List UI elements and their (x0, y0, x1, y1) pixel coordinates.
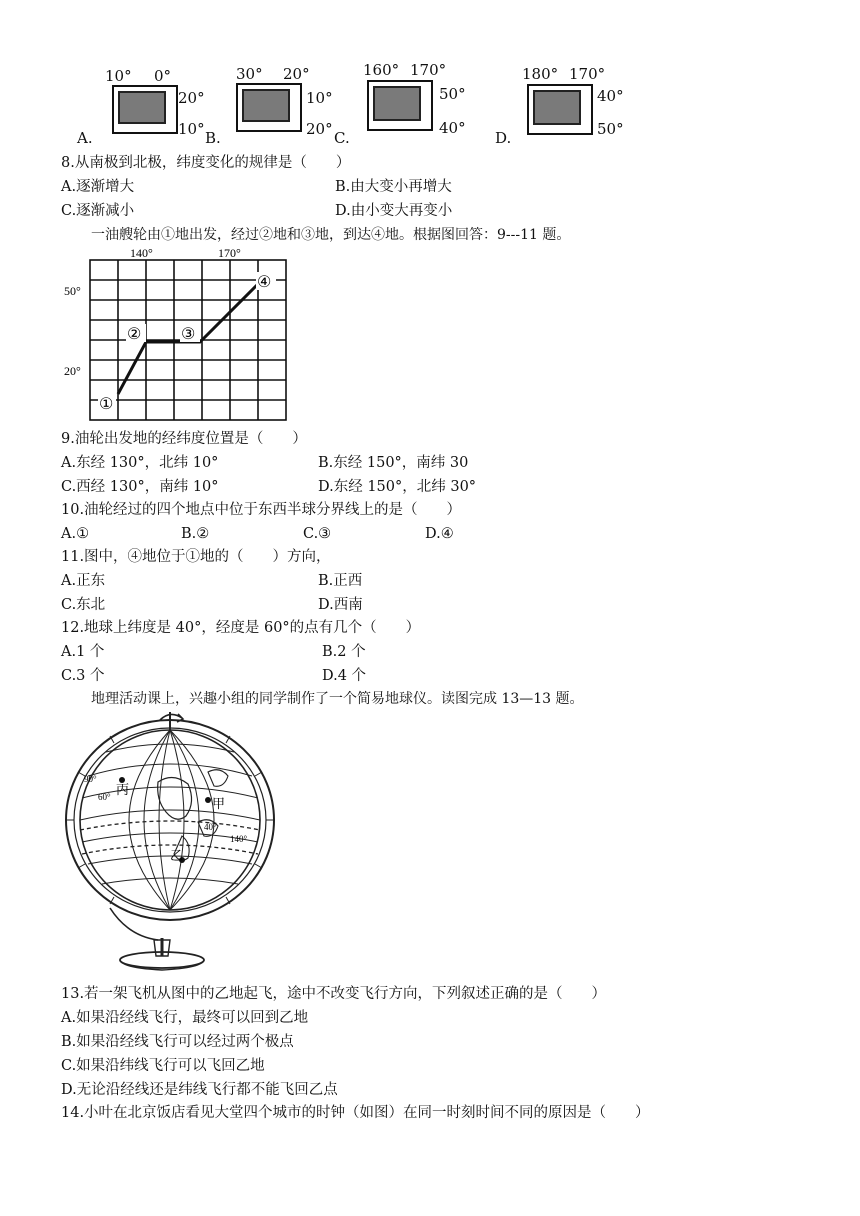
globe-meridian-ring (66, 720, 274, 920)
option-d-shaded-box (533, 90, 581, 125)
svg-text:②: ② (127, 326, 142, 343)
option-a-letter: A. (77, 129, 93, 147)
label-jia: 甲 (212, 796, 226, 811)
lon-label-140: 140° (130, 246, 153, 260)
q9-stem: 9.油轮出发地的经纬度位置是（ ） (61, 431, 307, 447)
svg-text:④: ④ (257, 274, 272, 291)
label-bing: 丙 (116, 782, 130, 797)
option-b-right-top-label: 10° (306, 89, 333, 107)
route-point-4 (256, 272, 276, 291)
option-b-shaded-box (242, 89, 290, 122)
q10-option-b: B.② (181, 526, 210, 542)
route-point-1 (98, 394, 116, 413)
option-a-shaded-box (118, 91, 166, 124)
marker-jia (205, 797, 211, 803)
option-b-top-left-label: 30° (236, 65, 263, 83)
option-c-top-right-label: 170° (410, 61, 447, 79)
option-d-right-bottom-label: 50° (597, 120, 624, 138)
lat-label-50: 50° (64, 284, 81, 298)
q12-option-a: A.1 个 (61, 644, 105, 660)
q8-option-c: C.逐渐减小 (61, 203, 135, 219)
q9-option-d: D.东经 150°，北纬 30° (318, 479, 477, 495)
svg-text:③: ③ (181, 326, 196, 343)
q11-stem: 11.图中，④地位于①地的（ ）方向， (61, 549, 331, 565)
route-point-3 (180, 324, 200, 343)
lat-label-20: 20° (64, 364, 81, 378)
lon-label-170: 170° (218, 246, 241, 260)
q9-option-b: B.东经 150°，南纬 30 (318, 455, 469, 471)
q13-option-b: B.如果沿经线飞行可以经过两个极点 (61, 1034, 294, 1050)
q11-option-b: B.正西 (318, 573, 363, 589)
option-d-letter: D. (495, 129, 512, 147)
q10-option-a: A.① (61, 526, 90, 542)
option-c-letter: C. (334, 129, 350, 147)
route-map (60, 246, 300, 426)
q13-option-c: C.如果沿纬线飞行可以飞回乙地 (61, 1058, 265, 1074)
intro-13: 地理活动课上，兴趣小组的同学制作了一个简易地球仪。读图完成 13—13 题。 (91, 691, 584, 707)
label-yi: 乙 (170, 848, 184, 863)
globe-continent-asia (158, 777, 192, 819)
q9-option-a: A.东经 130°，北纬 10° (61, 455, 219, 471)
q8-option-b: B.由大变小再增大 (335, 179, 452, 195)
globe-tropic-dashed (80, 821, 260, 830)
q11-option-a: A.正东 (61, 573, 106, 589)
svg-text:①: ① (99, 396, 114, 413)
intro-9-11: 一油艘轮由①地出发，经过②地和③地，到达④地。根据图回答：9---11 题。 (91, 227, 571, 243)
q10-stem: 10.油轮经过的四个地点中位于东西半球分界线上的是（ ） (61, 502, 462, 518)
option-a-right-bottom-label: 10° (178, 120, 205, 138)
degree-label-40: 40° (204, 822, 217, 832)
option-c-right-bottom-label: 40° (439, 119, 466, 137)
q14-stem: 14.小叶在北京饭店看见大堂四个城市的时钟（如图）在同一时刻时间不同的原因是（ ） (61, 1105, 650, 1121)
q10-option-d: D.④ (425, 526, 454, 542)
globe-svg (58, 712, 288, 974)
q11-option-d: D.西南 (318, 597, 363, 613)
route-map-svg (60, 246, 300, 426)
option-b-right-bottom-label: 20° (306, 120, 333, 138)
q8-option-d: D.由小变大再变小 (335, 203, 453, 219)
q12-stem: 12.地球上纬度是 40°，经度是 60°的点有几个（ ） (61, 620, 421, 636)
option-d-top-left-label: 180° (522, 65, 559, 83)
globe-latitudes (80, 744, 260, 884)
q8-stem: 8.从南极到北极，纬度变化的规律是（ ） (61, 155, 351, 171)
q12-option-d: D.4 个 (322, 668, 367, 684)
q11-option-c: C.东北 (61, 597, 106, 613)
degree-label-60: 60° (98, 792, 111, 802)
option-a-right-top-label: 20° (178, 89, 205, 107)
q8-option-a: A.逐渐增大 (61, 179, 135, 195)
globe-ring-ticks (66, 736, 274, 904)
option-d-top-right-label: 170° (569, 65, 606, 83)
globe-figure (58, 712, 288, 974)
option-a-top-left-label: 10° (105, 67, 132, 85)
option-d-right-top-label: 40° (597, 87, 624, 105)
globe-meridians (129, 730, 214, 910)
q10-option-c: C.③ (303, 526, 332, 542)
q13-option-a: A.如果沿经线飞行，最终可以回到乙地 (61, 1010, 309, 1026)
option-c-top-left-label: 160° (363, 61, 400, 79)
option-a-top-right-label: 0° (154, 67, 172, 85)
option-b-top-right-label: 20° (283, 65, 310, 83)
option-c-right-top-label: 50° (439, 85, 466, 103)
q9-option-c: C.西经 130°，南纬 10° (61, 479, 219, 495)
option-c-shaded-box (373, 86, 421, 121)
q13-option-d: D.无论沿经线还是纬线飞行都不能飞回乙点 (61, 1082, 338, 1098)
q12-option-b: B.2 个 (322, 644, 366, 660)
degree-label-140: 140° (230, 834, 248, 844)
route-point-2 (126, 324, 146, 343)
option-b-letter: B. (205, 129, 221, 147)
degree-label-90: 90° (84, 774, 97, 784)
q13-stem: 13.若一架飞机从图中的乙地起飞，途中不改变飞行方向，下列叙述正确的是（ ） (61, 986, 607, 1002)
q12-option-c: C.3 个 (61, 668, 105, 684)
